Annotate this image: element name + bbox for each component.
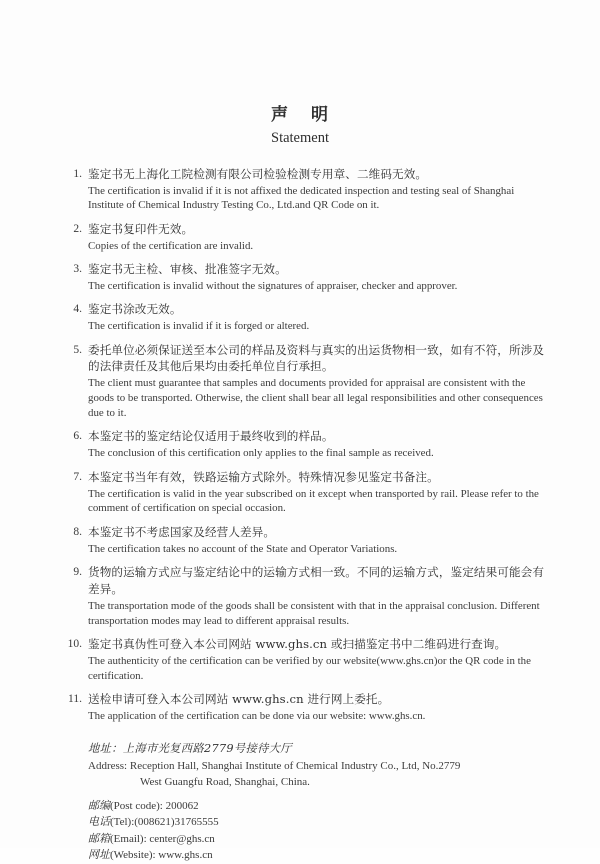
title-chinese-char-1: 声 xyxy=(271,105,289,125)
clause-text-chinese: 鉴定书复印件无效。 xyxy=(88,221,194,236)
website-value: (Website): www.ghs.cn xyxy=(110,849,213,862)
clause-number: 6. xyxy=(73,430,82,443)
clause-text-english: The authenticity of the certification can be verified by our website(www.ghs.cn)or the QR code in the certification. xyxy=(88,654,531,682)
clause-text-chinese: 本鉴定书不考虑国家及经营人差异。 xyxy=(88,524,276,539)
clause-text-chinese: 委托单位必须保证送至本公司的样品及资料与真实的出运货物相一致，如有不符，所涉及的法律责任及其他后果均由委托单位自行承担。 xyxy=(88,342,545,374)
clause-text-english: The conclusion of this certification only applies to the final sample as received. xyxy=(88,447,434,460)
title-english: Statement xyxy=(271,129,329,146)
clause-number: 11. xyxy=(68,693,82,705)
title-chinese-char-2: 明 xyxy=(311,105,329,125)
clause-text-chinese: 鉴定书无主检、审核、批准签字无效。 xyxy=(88,262,287,277)
telephone-label: 电话 xyxy=(88,815,110,829)
clause-text-english: The certification is valid in the year subscribed on it except when transported by rail. Please refer to the comment of certification on special occasion. xyxy=(88,487,539,515)
clause-item xyxy=(58,428,552,461)
clause-list xyxy=(0,166,600,724)
postcode-line xyxy=(88,798,560,815)
clause-number: 4. xyxy=(73,303,82,316)
clause-number: 1. xyxy=(73,167,82,180)
clause-text-chinese: 鉴定书真伪性可登入本公司网站 www.ghs.cn 或扫描鉴定书中二维码进行查询。 xyxy=(88,636,507,651)
clause-text-chinese: 货物的运输方式应与鉴定结论中的运输方式相一致。不同的运输方式，鉴定结果可能会有差异。 xyxy=(88,564,545,596)
page-title xyxy=(0,104,600,150)
clause-text-english: The transportation mode of the goods shall be consistent with that in the appraisal conclusion. Different transportation modes may lead to different appraisal results. xyxy=(88,599,540,627)
clause-text-english: Copies of the certification are invalid. xyxy=(88,239,254,252)
telephone-line xyxy=(88,814,560,831)
clause-item xyxy=(58,636,552,684)
clause-number: 10. xyxy=(67,637,82,650)
clause-number: 8. xyxy=(73,525,82,538)
clause-item xyxy=(58,166,552,214)
clause-text-english: The certification takes no account of the State and Operator Variations. xyxy=(88,542,398,555)
clause-text-chinese: 送检申请可登入本公司网站 www.ghs.cn 进行网上委托。 xyxy=(88,692,390,706)
email-line xyxy=(88,831,560,848)
clause-text-chinese: 本鉴定书当年有效，铁路运输方式除外。特殊情况参见鉴定书备注。 xyxy=(88,469,439,484)
clause-item xyxy=(58,342,552,421)
postcode-value: (Post code): 200062 xyxy=(110,799,199,812)
clause-text-english: The certification is invalid if it is forged or altered. xyxy=(88,320,310,333)
clause-item xyxy=(58,524,552,557)
clause-number: 5. xyxy=(73,343,82,356)
clause-text-english: The application of the certification can be done via our website: www.ghs.cn. xyxy=(88,709,426,722)
clause-item xyxy=(58,261,552,294)
address-english-line-2: West Guangfu Road, Shanghai, China. xyxy=(140,776,310,789)
clause-text-english: The certification is invalid if it is not affixed the dedicated inspection and testing seal of Shanghai Institute of Chemical Industry Testing Co., Ltd.and QR Code on it. xyxy=(88,184,515,212)
website-label: 网址 xyxy=(88,848,110,862)
address-english-line-1: Address: Reception Hall, Shanghai Institute of Chemical Industry Co., Ltd, No.2779 xyxy=(88,759,461,772)
contact-details xyxy=(88,798,560,864)
clause-item xyxy=(58,564,552,629)
clause-item xyxy=(58,301,552,334)
clause-number: 3. xyxy=(73,263,82,276)
email-value: (Email): center@ghs.cn xyxy=(110,832,215,845)
title-chinese xyxy=(0,104,600,127)
clause-text-chinese: 本鉴定书的鉴定结论仅适用于最终收到的样品。 xyxy=(88,429,334,444)
postcode-label: 邮编 xyxy=(88,798,110,812)
clause-number: 2. xyxy=(73,222,82,235)
clause-item xyxy=(58,469,552,517)
clause-text-chinese: 鉴定书涂改无效。 xyxy=(88,302,182,317)
website-line xyxy=(88,847,560,864)
clause-item xyxy=(58,221,552,254)
clause-number: 9. xyxy=(73,565,82,578)
clause-text-chinese: 鉴定书无上海化工院检测有限公司检验检测专用章、二维码无效。 xyxy=(88,166,428,181)
clause-number: 7. xyxy=(73,470,82,483)
address-chinese: 地址：上海市光复西路2779号接待大厅 xyxy=(88,741,292,755)
clause-text-english: The client must guarantee that samples and documents provided for appraisal are consistent with the goods to be transported. Otherwise, the client shall bear all legal responsibilities and other consequences due to it. xyxy=(88,377,543,420)
clause-text-english: The certification is invalid without the signatures of appraiser, checker and approver. xyxy=(88,279,458,292)
clause-item xyxy=(58,691,552,724)
telephone-value: (Tel):(008621)31765555 xyxy=(110,816,219,829)
contact-block xyxy=(0,741,600,864)
email-label: 邮箱 xyxy=(88,831,110,845)
